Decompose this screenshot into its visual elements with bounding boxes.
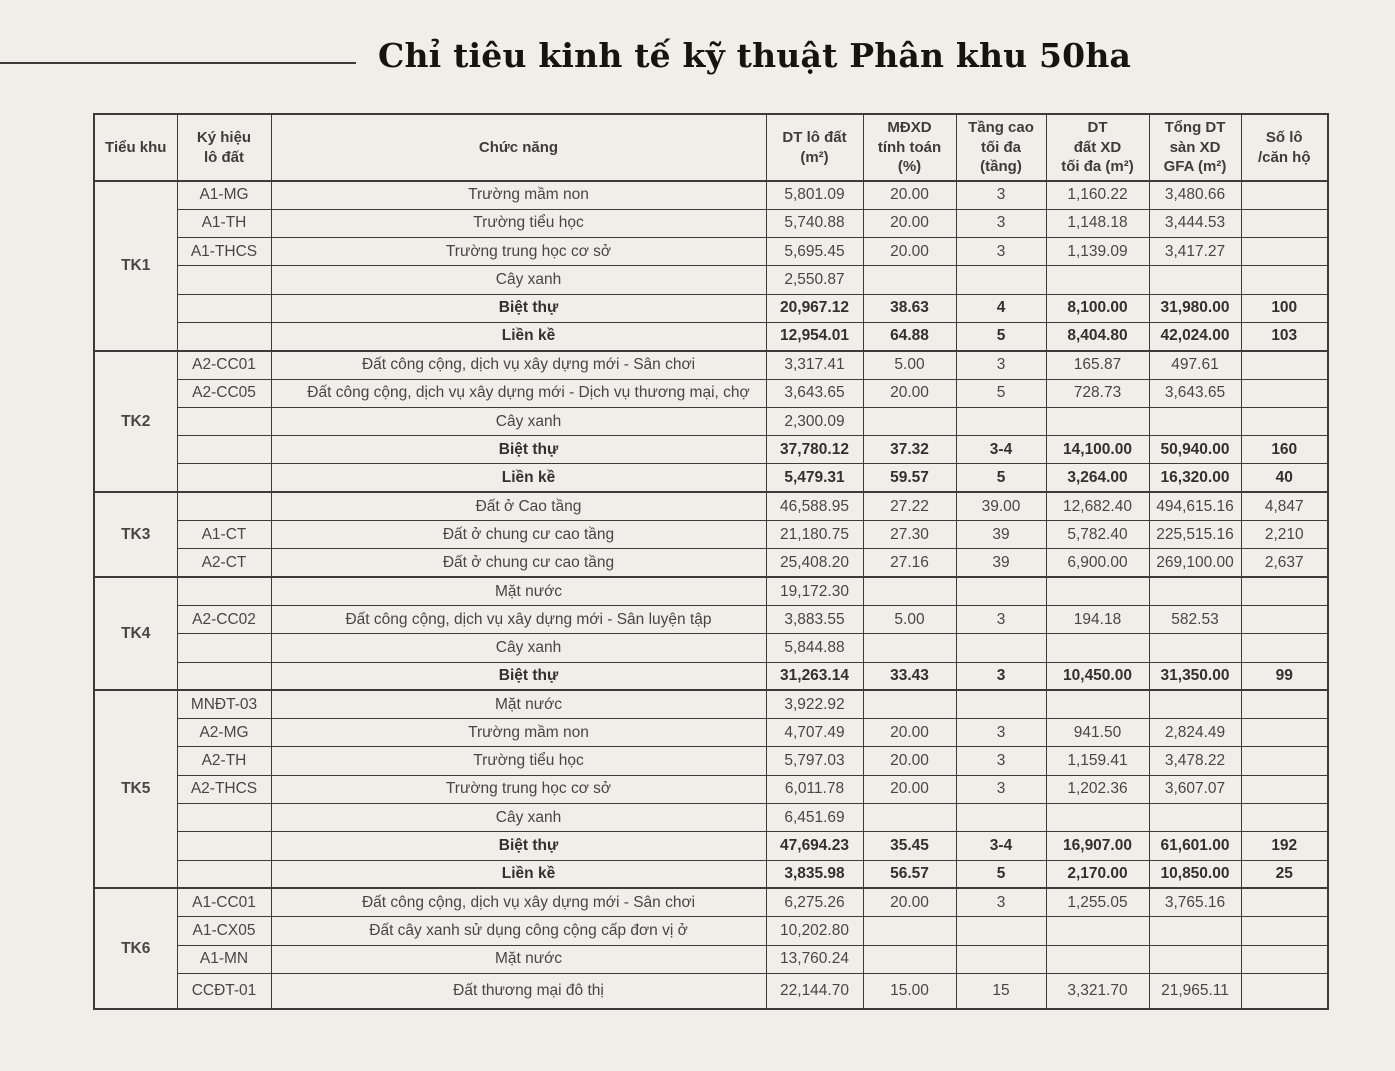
cell-build-area: 2,170.00 bbox=[1046, 860, 1149, 888]
cell-code: A1-MG bbox=[177, 181, 271, 209]
cell-code bbox=[177, 832, 271, 860]
column-header-gfa: Tổng DT sàn XD GFA (m²) bbox=[1149, 114, 1241, 181]
cell-function: Đất thương mại đô thị bbox=[271, 973, 766, 1009]
cell-code: A2-CC02 bbox=[177, 605, 271, 633]
column-header-floors: Tầng cao tối đa (tầng) bbox=[956, 114, 1046, 181]
cell-floors: 3 bbox=[956, 662, 1046, 690]
table-row bbox=[94, 747, 1328, 775]
cell-build-area: 12,682.40 bbox=[1046, 492, 1149, 520]
cell-lots: 192 bbox=[1241, 832, 1328, 860]
cell-code bbox=[177, 266, 271, 294]
cell-build-area: 14,100.00 bbox=[1046, 436, 1149, 464]
table-row bbox=[94, 294, 1328, 322]
cell-lots bbox=[1241, 804, 1328, 832]
cell-lots bbox=[1241, 747, 1328, 775]
cell-lot-area: 5,740.88 bbox=[766, 209, 863, 237]
cell-lots bbox=[1241, 605, 1328, 633]
cell-lot-area: 37,780.12 bbox=[766, 436, 863, 464]
cell-lot-area: 5,844.88 bbox=[766, 634, 863, 662]
cell-lot-area: 20,967.12 bbox=[766, 294, 863, 322]
cell-gfa: 3,607.07 bbox=[1149, 775, 1241, 803]
cell-function: Mặt nước bbox=[271, 690, 766, 718]
cell-density: 5.00 bbox=[863, 605, 956, 633]
cell-code bbox=[177, 464, 271, 492]
cell-code bbox=[177, 492, 271, 520]
cell-density: 33.43 bbox=[863, 662, 956, 690]
cell-code: A1-THCS bbox=[177, 238, 271, 266]
cell-density: 35.45 bbox=[863, 832, 956, 860]
cell-gfa: 2,824.49 bbox=[1149, 719, 1241, 747]
cell-function: Liền kề bbox=[271, 464, 766, 492]
cell-function: Đất công cộng, dịch vụ xây dựng mới - Sân luyện tập bbox=[271, 605, 766, 633]
cell-floors bbox=[956, 266, 1046, 294]
cell-gfa: 61,601.00 bbox=[1149, 832, 1241, 860]
cell-build-area: 1,148.18 bbox=[1046, 209, 1149, 237]
cell-density: 20.00 bbox=[863, 747, 956, 775]
cell-code: A2-MG bbox=[177, 719, 271, 747]
cell-lot-area: 5,695.45 bbox=[766, 238, 863, 266]
cell-floors: 5 bbox=[956, 464, 1046, 492]
column-header-density: MĐXD tính toán (%) bbox=[863, 114, 956, 181]
cell-build-area bbox=[1046, 804, 1149, 832]
cell-code: A1-CT bbox=[177, 521, 271, 549]
cell-density bbox=[863, 407, 956, 435]
group-cell-tk5: TK5 bbox=[94, 690, 177, 888]
cell-build-area: 165.87 bbox=[1046, 351, 1149, 379]
cell-lot-area: 3,883.55 bbox=[766, 605, 863, 633]
cell-lots bbox=[1241, 209, 1328, 237]
cell-lots bbox=[1241, 379, 1328, 407]
cell-floors bbox=[956, 690, 1046, 718]
cell-code bbox=[177, 407, 271, 435]
cell-function: Biệt thự bbox=[271, 832, 766, 860]
cell-floors bbox=[956, 407, 1046, 435]
cell-build-area bbox=[1046, 407, 1149, 435]
cell-floors: 3-4 bbox=[956, 436, 1046, 464]
cell-lot-area: 2,550.87 bbox=[766, 266, 863, 294]
cell-code bbox=[177, 634, 271, 662]
cell-floors bbox=[956, 917, 1046, 945]
table-row bbox=[94, 832, 1328, 860]
cell-gfa bbox=[1149, 804, 1241, 832]
cell-code: CCĐT-01 bbox=[177, 973, 271, 1009]
table-row bbox=[94, 238, 1328, 266]
cell-lots bbox=[1241, 945, 1328, 973]
table-row bbox=[94, 973, 1328, 1009]
table-row bbox=[94, 322, 1328, 350]
table-row bbox=[94, 266, 1328, 294]
cell-gfa: 21,965.11 bbox=[1149, 973, 1241, 1009]
cell-floors: 3-4 bbox=[956, 832, 1046, 860]
cell-density: 20.00 bbox=[863, 719, 956, 747]
cell-build-area bbox=[1046, 577, 1149, 605]
cell-gfa: 497.61 bbox=[1149, 351, 1241, 379]
cell-floors: 3 bbox=[956, 747, 1046, 775]
cell-lots bbox=[1241, 266, 1328, 294]
cell-density: 5.00 bbox=[863, 351, 956, 379]
cell-gfa: 3,444.53 bbox=[1149, 209, 1241, 237]
cell-lots: 4,847 bbox=[1241, 492, 1328, 520]
cell-gfa: 42,024.00 bbox=[1149, 322, 1241, 350]
cell-code bbox=[177, 436, 271, 464]
cell-gfa: 50,940.00 bbox=[1149, 436, 1241, 464]
cell-lots bbox=[1241, 888, 1328, 916]
cell-lot-area: 31,263.14 bbox=[766, 662, 863, 690]
cell-lot-area: 13,760.24 bbox=[766, 945, 863, 973]
cell-density: 38.63 bbox=[863, 294, 956, 322]
cell-build-area: 1,159.41 bbox=[1046, 747, 1149, 775]
cell-density bbox=[863, 690, 956, 718]
cell-function: Đất ở Cao tầng bbox=[271, 492, 766, 520]
cell-lot-area: 5,479.31 bbox=[766, 464, 863, 492]
cell-floors: 3 bbox=[956, 775, 1046, 803]
cell-lots bbox=[1241, 775, 1328, 803]
cell-function: Biệt thự bbox=[271, 294, 766, 322]
cell-gfa: 3,480.66 bbox=[1149, 181, 1241, 209]
cell-density: 27.16 bbox=[863, 549, 956, 577]
cell-build-area: 1,160.22 bbox=[1046, 181, 1149, 209]
cell-lots: 100 bbox=[1241, 294, 1328, 322]
group-cell-tk6: TK6 bbox=[94, 888, 177, 1009]
cell-lots bbox=[1241, 577, 1328, 605]
cell-function: Cây xanh bbox=[271, 266, 766, 294]
cell-lots: 25 bbox=[1241, 860, 1328, 888]
cell-density: 37.32 bbox=[863, 436, 956, 464]
cell-code: A2-CC01 bbox=[177, 351, 271, 379]
cell-gfa: 494,615.16 bbox=[1149, 492, 1241, 520]
cell-density bbox=[863, 804, 956, 832]
cell-lot-area: 3,317.41 bbox=[766, 351, 863, 379]
cell-lots bbox=[1241, 690, 1328, 718]
group-cell-tk3: TK3 bbox=[94, 492, 177, 577]
cell-build-area: 941.50 bbox=[1046, 719, 1149, 747]
cell-floors: 15 bbox=[956, 973, 1046, 1009]
column-header-lot-area: DT lô đất (m²) bbox=[766, 114, 863, 181]
column-header-build-area: DT đất XD tối đa (m²) bbox=[1046, 114, 1149, 181]
cell-function: Trường mầm non bbox=[271, 719, 766, 747]
cell-code: MNĐT-03 bbox=[177, 690, 271, 718]
cell-gfa: 16,320.00 bbox=[1149, 464, 1241, 492]
column-header-lots: Số lô /căn hộ bbox=[1241, 114, 1328, 181]
cell-code bbox=[177, 804, 271, 832]
cell-build-area bbox=[1046, 917, 1149, 945]
cell-lot-area: 5,797.03 bbox=[766, 747, 863, 775]
cell-function: Đất ở chung cư cao tầng bbox=[271, 521, 766, 549]
cell-density: 56.57 bbox=[863, 860, 956, 888]
header-row bbox=[94, 114, 1328, 181]
cell-lots bbox=[1241, 181, 1328, 209]
cell-density: 64.88 bbox=[863, 322, 956, 350]
column-header-function: Chức năng bbox=[271, 114, 766, 181]
table-row bbox=[94, 577, 1328, 605]
column-header-group: Tiểu khu bbox=[94, 114, 177, 181]
cell-density: 20.00 bbox=[863, 238, 956, 266]
cell-gfa: 10,850.00 bbox=[1149, 860, 1241, 888]
group-cell-tk2: TK2 bbox=[94, 351, 177, 492]
table-row bbox=[94, 662, 1328, 690]
cell-build-area: 3,264.00 bbox=[1046, 464, 1149, 492]
table-row bbox=[94, 549, 1328, 577]
table-row bbox=[94, 379, 1328, 407]
cell-function: Trường mầm non bbox=[271, 181, 766, 209]
cell-function: Mặt nước bbox=[271, 945, 766, 973]
cell-lot-area: 3,643.65 bbox=[766, 379, 863, 407]
cell-code: A2-CT bbox=[177, 549, 271, 577]
table-row bbox=[94, 407, 1328, 435]
cell-function: Cây xanh bbox=[271, 407, 766, 435]
cell-density: 20.00 bbox=[863, 888, 956, 916]
cell-floors: 5 bbox=[956, 860, 1046, 888]
cell-function: Trường tiểu học bbox=[271, 747, 766, 775]
cell-build-area: 1,139.09 bbox=[1046, 238, 1149, 266]
cell-lots: 2,210 bbox=[1241, 521, 1328, 549]
cell-lots: 2,637 bbox=[1241, 549, 1328, 577]
cell-density: 15.00 bbox=[863, 973, 956, 1009]
table-row bbox=[94, 605, 1328, 633]
cell-floors: 3 bbox=[956, 238, 1046, 266]
cell-lots bbox=[1241, 917, 1328, 945]
group-cell-tk4: TK4 bbox=[94, 577, 177, 690]
cell-gfa bbox=[1149, 945, 1241, 973]
cell-lot-area: 2,300.09 bbox=[766, 407, 863, 435]
cell-build-area bbox=[1046, 945, 1149, 973]
cell-lot-area: 5,801.09 bbox=[766, 181, 863, 209]
cell-function: Cây xanh bbox=[271, 634, 766, 662]
cell-function: Trường tiểu học bbox=[271, 209, 766, 237]
cell-lot-area: 12,954.01 bbox=[766, 322, 863, 350]
cell-build-area: 8,404.80 bbox=[1046, 322, 1149, 350]
cell-lots: 99 bbox=[1241, 662, 1328, 690]
cell-build-area: 10,450.00 bbox=[1046, 662, 1149, 690]
cell-function: Trường trung học cơ sở bbox=[271, 238, 766, 266]
cell-floors bbox=[956, 577, 1046, 605]
cell-gfa bbox=[1149, 577, 1241, 605]
cell-gfa: 225,515.16 bbox=[1149, 521, 1241, 549]
table-row bbox=[94, 351, 1328, 379]
table-body bbox=[94, 181, 1328, 1009]
table-row bbox=[94, 719, 1328, 747]
cell-floors bbox=[956, 634, 1046, 662]
cell-code bbox=[177, 662, 271, 690]
cell-lots bbox=[1241, 634, 1328, 662]
cell-lot-area: 6,011.78 bbox=[766, 775, 863, 803]
cell-lot-area: 6,275.26 bbox=[766, 888, 863, 916]
cell-function: Trường trung học cơ sở bbox=[271, 775, 766, 803]
cell-gfa bbox=[1149, 634, 1241, 662]
cell-density: 20.00 bbox=[863, 181, 956, 209]
group-cell-tk1: TK1 bbox=[94, 181, 177, 351]
table-row bbox=[94, 945, 1328, 973]
table-row bbox=[94, 775, 1328, 803]
column-header-code: Ký hiệu lô đất bbox=[177, 114, 271, 181]
cell-floors: 3 bbox=[956, 605, 1046, 633]
cell-gfa: 3,478.22 bbox=[1149, 747, 1241, 775]
cell-density: 27.22 bbox=[863, 492, 956, 520]
cell-code: A2-THCS bbox=[177, 775, 271, 803]
cell-floors: 39 bbox=[956, 521, 1046, 549]
cell-density bbox=[863, 577, 956, 605]
cell-density: 20.00 bbox=[863, 775, 956, 803]
cell-floors: 5 bbox=[956, 322, 1046, 350]
page-title: Chỉ tiêu kinh tế kỹ thuật Phân khu 50ha bbox=[378, 36, 1132, 75]
cell-lots: 40 bbox=[1241, 464, 1328, 492]
cell-lot-area: 3,835.98 bbox=[766, 860, 863, 888]
table-row bbox=[94, 464, 1328, 492]
cell-lots bbox=[1241, 351, 1328, 379]
cell-density: 27.30 bbox=[863, 521, 956, 549]
cell-lot-area: 46,588.95 bbox=[766, 492, 863, 520]
cell-lots bbox=[1241, 238, 1328, 266]
cell-function: Liền kề bbox=[271, 322, 766, 350]
table-row bbox=[94, 492, 1328, 520]
cell-floors: 3 bbox=[956, 888, 1046, 916]
cell-build-area: 3,321.70 bbox=[1046, 973, 1149, 1009]
cell-code bbox=[177, 860, 271, 888]
page-header bbox=[0, 36, 1395, 96]
cell-floors: 3 bbox=[956, 719, 1046, 747]
cell-build-area: 8,100.00 bbox=[1046, 294, 1149, 322]
cell-code bbox=[177, 294, 271, 322]
cell-density: 20.00 bbox=[863, 379, 956, 407]
cell-floors: 4 bbox=[956, 294, 1046, 322]
cell-lot-area: 4,707.49 bbox=[766, 719, 863, 747]
table-row bbox=[94, 804, 1328, 832]
cell-code bbox=[177, 322, 271, 350]
cell-gfa bbox=[1149, 266, 1241, 294]
cell-function: Biệt thự bbox=[271, 662, 766, 690]
cell-density bbox=[863, 917, 956, 945]
table-row bbox=[94, 521, 1328, 549]
cell-density bbox=[863, 945, 956, 973]
cell-build-area: 5,782.40 bbox=[1046, 521, 1149, 549]
cell-floors: 3 bbox=[956, 209, 1046, 237]
cell-function: Đất cây xanh sử dụng công cộng cấp đơn vị ở bbox=[271, 917, 766, 945]
cell-code: A1-MN bbox=[177, 945, 271, 973]
cell-lots: 160 bbox=[1241, 436, 1328, 464]
table-row bbox=[94, 690, 1328, 718]
table-row bbox=[94, 209, 1328, 237]
table-row bbox=[94, 888, 1328, 916]
cell-lot-area: 3,922.92 bbox=[766, 690, 863, 718]
cell-floors: 3 bbox=[956, 351, 1046, 379]
cell-function: Đất ở chung cư cao tầng bbox=[271, 549, 766, 577]
cell-function: Đất công cộng, dịch vụ xây dựng mới - Dịch vụ thương mại, chợ bbox=[271, 379, 766, 407]
cell-lot-area: 21,180.75 bbox=[766, 521, 863, 549]
cell-function: Biệt thự bbox=[271, 436, 766, 464]
indicator-table bbox=[93, 113, 1329, 1010]
cell-lots bbox=[1241, 407, 1328, 435]
cell-code: A2-CC05 bbox=[177, 379, 271, 407]
cell-lots: 103 bbox=[1241, 322, 1328, 350]
cell-lot-area: 25,408.20 bbox=[766, 549, 863, 577]
cell-gfa: 3,417.27 bbox=[1149, 238, 1241, 266]
cell-build-area bbox=[1046, 266, 1149, 294]
cell-lot-area: 6,451.69 bbox=[766, 804, 863, 832]
cell-density: 59.57 bbox=[863, 464, 956, 492]
cell-gfa bbox=[1149, 690, 1241, 718]
cell-gfa: 582.53 bbox=[1149, 605, 1241, 633]
cell-build-area: 6,900.00 bbox=[1046, 549, 1149, 577]
cell-floors: 39 bbox=[956, 549, 1046, 577]
cell-lot-area: 47,694.23 bbox=[766, 832, 863, 860]
cell-function: Cây xanh bbox=[271, 804, 766, 832]
table-row bbox=[94, 634, 1328, 662]
title-rule bbox=[0, 62, 356, 64]
cell-density: 20.00 bbox=[863, 209, 956, 237]
cell-build-area bbox=[1046, 690, 1149, 718]
cell-gfa: 31,980.00 bbox=[1149, 294, 1241, 322]
cell-lots bbox=[1241, 973, 1328, 1009]
cell-gfa: 3,643.65 bbox=[1149, 379, 1241, 407]
cell-gfa: 31,350.00 bbox=[1149, 662, 1241, 690]
table-row bbox=[94, 181, 1328, 209]
cell-build-area: 1,255.05 bbox=[1046, 888, 1149, 916]
cell-function: Liền kề bbox=[271, 860, 766, 888]
cell-function: Đất công cộng, dịch vụ xây dựng mới - Sân chơi bbox=[271, 888, 766, 916]
cell-floors: 3 bbox=[956, 181, 1046, 209]
cell-code: A1-CC01 bbox=[177, 888, 271, 916]
table-row bbox=[94, 860, 1328, 888]
cell-function: Mặt nước bbox=[271, 577, 766, 605]
cell-gfa: 3,765.16 bbox=[1149, 888, 1241, 916]
cell-lots bbox=[1241, 719, 1328, 747]
cell-code bbox=[177, 577, 271, 605]
cell-lot-area: 19,172.30 bbox=[766, 577, 863, 605]
cell-lot-area: 10,202.80 bbox=[766, 917, 863, 945]
cell-build-area: 16,907.00 bbox=[1046, 832, 1149, 860]
cell-density bbox=[863, 266, 956, 294]
cell-gfa: 269,100.00 bbox=[1149, 549, 1241, 577]
cell-floors bbox=[956, 945, 1046, 973]
cell-build-area: 1,202.36 bbox=[1046, 775, 1149, 803]
cell-floors: 39.00 bbox=[956, 492, 1046, 520]
table-row bbox=[94, 917, 1328, 945]
cell-function: Đất công cộng, dịch vụ xây dựng mới - Sân chơi bbox=[271, 351, 766, 379]
cell-code: A1-CX05 bbox=[177, 917, 271, 945]
cell-code: A1-TH bbox=[177, 209, 271, 237]
cell-build-area: 194.18 bbox=[1046, 605, 1149, 633]
table-header bbox=[94, 114, 1328, 181]
cell-gfa bbox=[1149, 407, 1241, 435]
cell-build-area bbox=[1046, 634, 1149, 662]
table-row bbox=[94, 436, 1328, 464]
cell-code: A2-TH bbox=[177, 747, 271, 775]
cell-lot-area: 22,144.70 bbox=[766, 973, 863, 1009]
cell-density bbox=[863, 634, 956, 662]
cell-gfa bbox=[1149, 917, 1241, 945]
cell-floors bbox=[956, 804, 1046, 832]
cell-floors: 5 bbox=[956, 379, 1046, 407]
cell-build-area: 728.73 bbox=[1046, 379, 1149, 407]
